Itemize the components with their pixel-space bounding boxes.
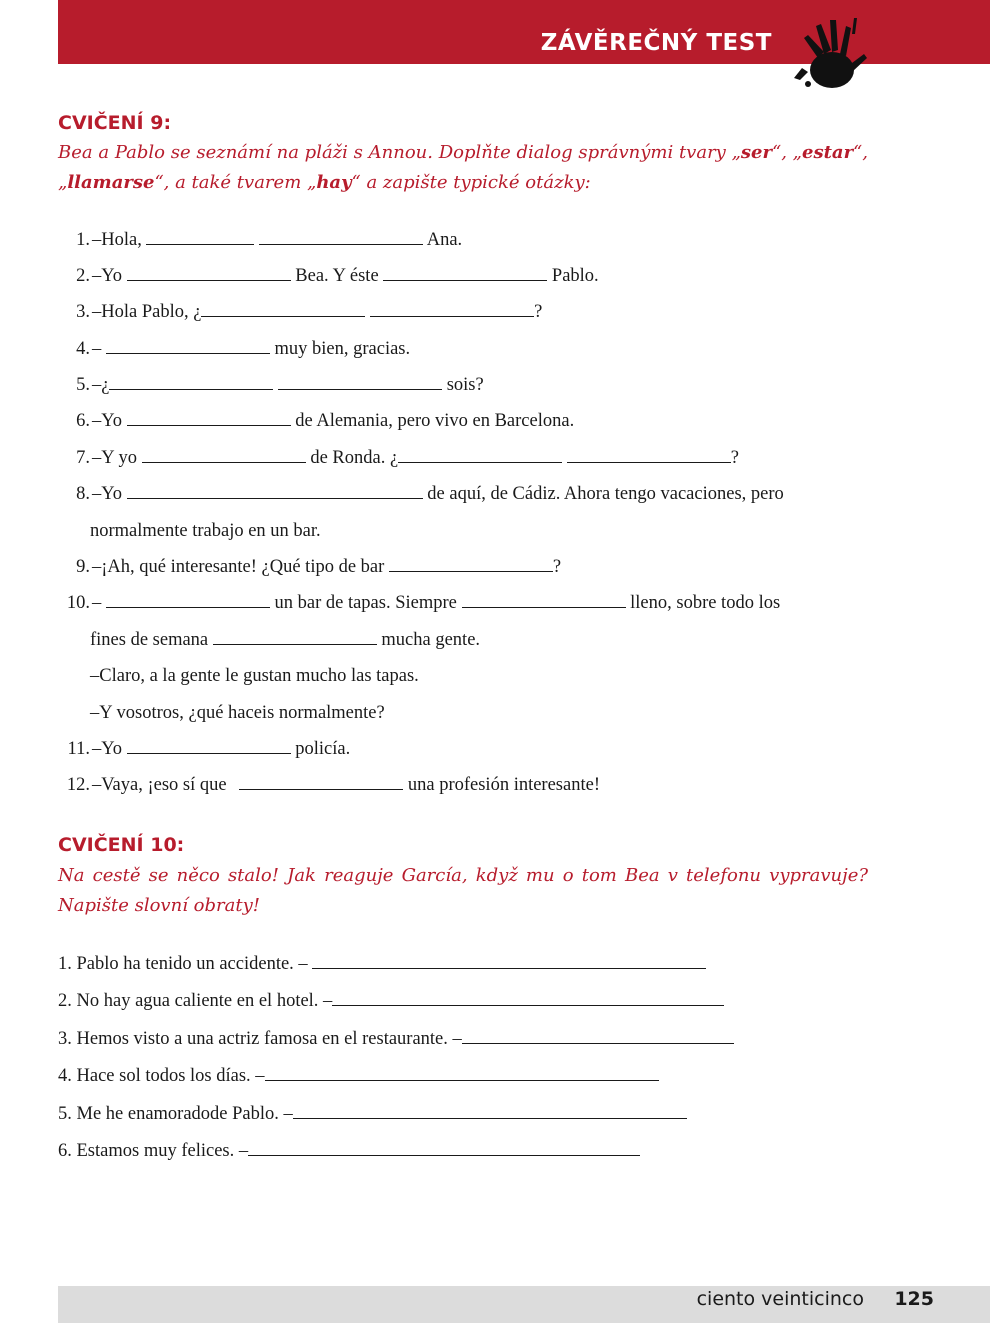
dialog-line-2: 2. –Yo Bea. Y éste Pablo.	[76, 266, 599, 286]
dialog-line-7: 7. –Y yo de Ronda. ¿ ?	[76, 448, 740, 468]
answer-blank[interactable]	[398, 446, 562, 463]
reaction-item-3: 3. Hemos visto a una actriz famosa en el restaurante. –	[58, 1027, 734, 1051]
answer-blank[interactable]	[146, 228, 254, 245]
dialog-line-10-reply: –Claro, a la gente le gustan mucho las tapas.	[90, 666, 419, 686]
answer-blank[interactable]	[462, 591, 626, 608]
exercise-9-title: CVIČENÍ 9:	[58, 112, 172, 134]
dialog-line-8-continued: normalmente trabajo en un bar.	[90, 521, 321, 541]
dialog-line-3: 3. –Hola Pablo, ¿ ?	[76, 302, 543, 322]
answer-blank[interactable]	[109, 373, 273, 390]
page-title: ZÁVĚREČNÝ TEST	[540, 30, 772, 56]
dialog-line-6: 6. –Yo de Alemania, pero vivo en Barcelona.	[76, 411, 575, 431]
answer-blank[interactable]	[259, 228, 423, 245]
page-number: 125	[894, 1288, 934, 1310]
answer-blank[interactable]	[239, 773, 403, 790]
answer-blank[interactable]	[312, 952, 706, 969]
dialog-line-12: 12. –Vaya, ¡eso sí que una profesión interesante!	[66, 775, 600, 795]
answer-blank[interactable]	[389, 555, 553, 572]
reaction-item-2: 2. No hay agua caliente en el hotel. –	[58, 989, 724, 1013]
page-number-words: ciento veinticinco	[696, 1288, 864, 1310]
answer-blank[interactable]	[462, 1027, 734, 1044]
dialog-line-10: 10. – un bar de tapas. Siempre lleno, sobre todo los	[66, 593, 781, 613]
dialog-line-9: 9. –¡Ah, qué interesante! ¿Qué tipo de bar ?	[76, 557, 562, 577]
answer-blank[interactable]	[370, 300, 534, 317]
dialog-line-11: 11. –Yo policía.	[67, 739, 351, 759]
answer-blank[interactable]	[293, 1102, 687, 1119]
dialog-line-10-question: –Y vosotros, ¿qué haceis normalmente?	[90, 703, 385, 723]
exercise-9-instructions: Bea a Pablo se seznámí na pláži s Annou. Doplňte dialog správnými tvary „ser“, „estar“, „llamarse“, a také tvarem „hay“ a zapište typické otázky:	[58, 142, 868, 193]
dialog-line-10-continued: fines de semana mucha gente.	[90, 630, 481, 650]
exercise-10-title: CVIČENÍ 10:	[58, 834, 185, 856]
answer-blank[interactable]	[106, 337, 270, 354]
answer-blank[interactable]	[127, 409, 291, 426]
reaction-item-6: 6. Estamos muy felices. –	[58, 1139, 640, 1163]
answer-blank[interactable]	[106, 591, 270, 608]
reaction-item-1: 1. Pablo ha tenido un accidente. –	[58, 952, 706, 976]
answer-blank[interactable]	[201, 300, 365, 317]
answer-blank[interactable]	[332, 989, 724, 1006]
dialog-line-8: 8. –Yo de aquí, de Cádiz. Ahora tengo vacaciones, pero	[76, 484, 784, 504]
answer-blank[interactable]	[127, 482, 423, 499]
dialog-line-5: 5. –¿ sois?	[76, 375, 484, 395]
answer-blank[interactable]	[383, 264, 547, 281]
answer-blank[interactable]	[278, 373, 442, 390]
answer-blank[interactable]	[127, 737, 291, 754]
reaction-item-4: 4. Hace sol todos los días. –	[58, 1064, 659, 1088]
exercise-10-instructions: Na cestě se něco stalo! Jak reaguje García, když mu o tom Bea v telefonu vypravuje? Napište slovní obraty!	[58, 865, 868, 916]
answer-blank[interactable]	[213, 628, 377, 645]
answer-blank[interactable]	[567, 446, 731, 463]
hand-print-icon	[788, 8, 872, 92]
answer-blank[interactable]	[127, 264, 291, 281]
answer-blank[interactable]	[248, 1139, 640, 1156]
dialog-line-4: 4. – muy bien, gracias.	[76, 339, 411, 359]
answer-blank[interactable]	[142, 446, 306, 463]
dialog-line-1: 1. –Hola, Ana.	[76, 230, 463, 250]
reaction-item-5: 5. Me he enamoradode Pablo. –	[58, 1102, 687, 1126]
answer-blank[interactable]	[265, 1064, 659, 1081]
